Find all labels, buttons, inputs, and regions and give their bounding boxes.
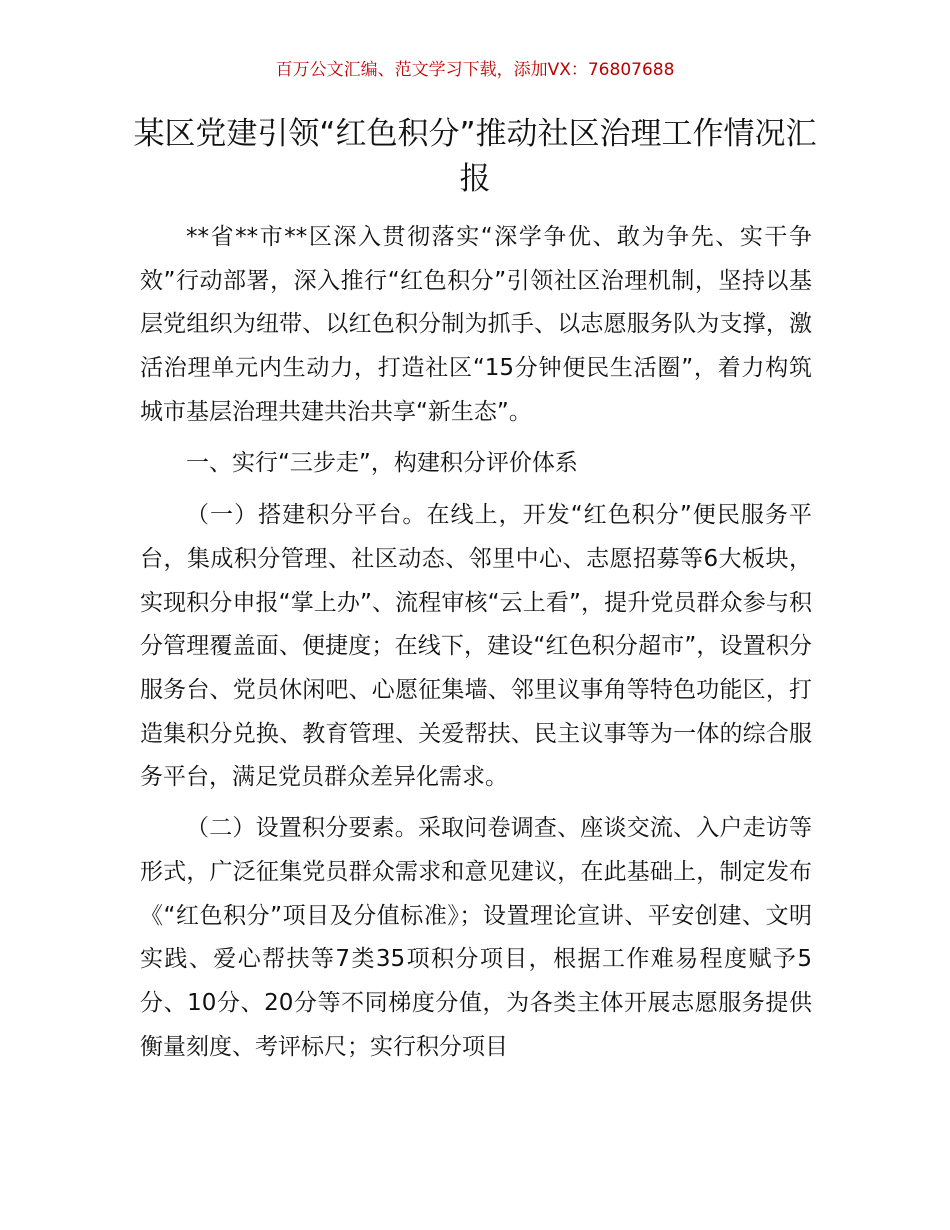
- intro-paragraph: **省**市**区深入贯彻落实“深学争优、敢为争先、实干争效”行动部署，深入推行“红色积分”引领社区治理机制，坚持以基层党组织为纽带、以红色积分制为抓手、以志愿服务队为支撑，激活治理单元内生动力，打造社区“15分钟便民生活圈”，着力构筑城市基层治理共建共治共享“新生态”。: [140, 224, 812, 425]
- section-heading-1: 一、实行“三步走”，构建积分评价体系: [186, 449, 578, 476]
- document-body: [140, 216, 812, 1076]
- document-title: 某区党建引领“红色积分”推动社区治理工作情况汇报: [133, 116, 817, 197]
- subsection-paragraph-2: （二）设置积分要素。采取问卷调查、座谈交流、入户走访等形式，广泛征集党员群众需求和意见建议，在此基础上，制定发布《“红色积分”项目及分值标准》；设置理论宣讲、平安创建、文明实践、爱心帮扶等7类35项积分项目，根据工作难易程度赋予5分、10分、20分等不同梯度分值，为各类主体开展志愿服务提供衡量刻度、考评标尺；实行积分项目: [140, 815, 812, 1060]
- subsection-paragraph-1: （一）搭建积分平台。在线上，开发“红色积分”便民服务平台，集成积分管理、社区动态、邻里中心、志愿招募等6大板块，实现积分申报“掌上办”、流程审核“云上看”，提升党员群众参与积分管理覆盖面、便捷度；在线下，建设“红色积分超市”，设置积分服务台、党员休闲吧、心愿征集墙、邻里议事角等特色功能区，打造集积分兑换、教育管理、关爱帮扶、民主议事等为一体的综合服务平台，满足党员群众差异化需求。: [140, 502, 812, 791]
- header-contact-note: 百万公文汇编、范文学习下载，添加VX：76807688: [275, 60, 675, 80]
